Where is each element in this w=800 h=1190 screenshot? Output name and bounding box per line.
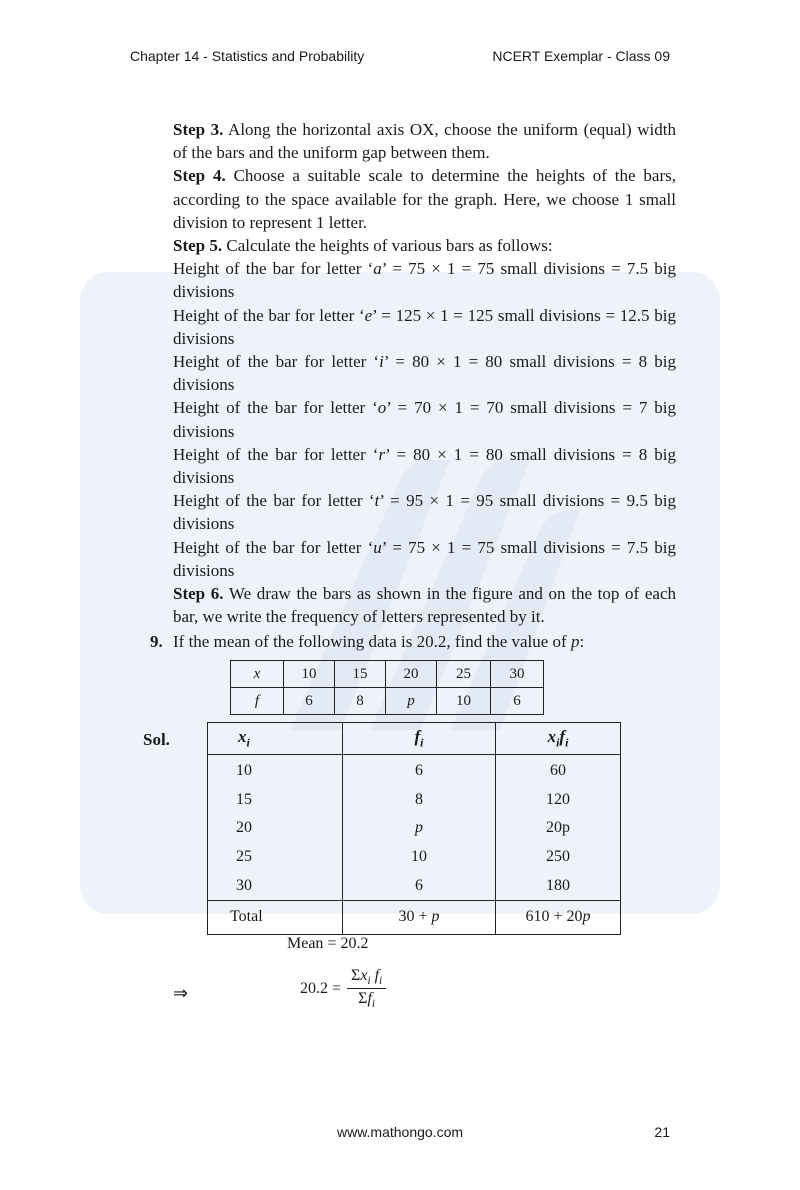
fraction-denominator: $\Sigma f_i$ [358,990,376,1011]
page-header [130,48,670,64]
step-5 [173,234,676,257]
table-row: 20 p 20p [208,814,621,843]
height-line: Height of the bar for letter ‘a’ = 75 × 1 = 75 small divisions = 7.5 big divisions [173,259,676,302]
website-link[interactable]: www.mathongo.com [336,1124,464,1140]
height-line: Height of the bar for letter ‘r’ = 80 × 1 = 80 small divisions = 8 big divisions [173,444,676,488]
height-line: Height of the bar for letter ‘e’ = 125 × 1 = 125 small divisions = 12.5 big divisions [173,305,676,348]
step-3 [173,118,676,164]
book-title: NCERT Exemplar - Class 09 [492,48,670,64]
implies-symbol: ⇒ [173,983,189,1003]
solution-label: Sol. [143,730,170,749]
chapter-title: Chapter 14 - Statistics and Probability [130,48,365,64]
table-row: 25 10 250 [208,843,621,872]
table-header-row: $x_i$ $f_i$ $x_if_i$ [208,723,621,755]
step-3-text: Along the horizontal axis OX, choose the uniform (equal) width of the bars and the uniform gap between them. [173,120,676,163]
height-line: Height of the bar for letter ‘u’ = 75 × 1 = 75 small divisions = 7.5 big divisions [173,537,676,580]
height-line: Height of the bar for letter ‘t’ = 95 × 1 = 95 small divisions = 9.5 big divisions [173,491,676,534]
question-9: 9. If the mean of the following data is 20.2, find the value of p: [150,632,585,651]
mean-equation [300,967,386,1010]
fraction [347,967,386,1010]
table-total-row: Total 30 + p 610 + 20p [208,900,621,934]
step-4 [173,164,676,234]
table-row: f 6 8 p 10 6 [231,688,544,715]
solution-table [207,722,621,935]
fraction-numerator: $\Sigma x_i$ $f_i$ [347,967,386,989]
table-row: x 10 15 20 25 30 [231,661,544,688]
step-6-label: Step 6. [173,584,224,604]
mean-line: Mean = 20.2 [287,935,369,952]
step-4-label: Step 4. [173,166,226,186]
solution-steps [173,118,676,628]
step-3-label: Step 3. [173,120,224,139]
question-data-table [230,660,544,715]
page-number: 21 [654,1124,670,1140]
step-5-label: Step 5. [173,236,223,256]
step-4-text: Choose a suitable scale to determine the heights of the bars, according to the space available for the graph. Here, we choose 1 small division to represent 1 letter. [173,166,676,232]
table-row: 15 8 120 [208,786,621,815]
height-line: Height of the bar for letter ‘o’ = 70 × 1 = 70 small divisions = 7 big divisions [173,398,676,441]
table-row: 10 6 60 [208,755,621,786]
question-number: 9. [150,632,163,651]
step-6-text: We draw the bars as shown in the figure and on the top of each bar, we write the frequency of letters represented by it. [173,584,677,627]
table-row: 30 6 180 [208,871,621,900]
equation-lhs: 20.2 = [300,979,342,997]
height-line: Height of the bar for letter ‘i’ = 80 × 1 = 80 small divisions = 8 big divisions [173,352,676,395]
step-6 [173,582,676,628]
step-5-text: Calculate the heights of various bars as follows: [222,236,553,256]
